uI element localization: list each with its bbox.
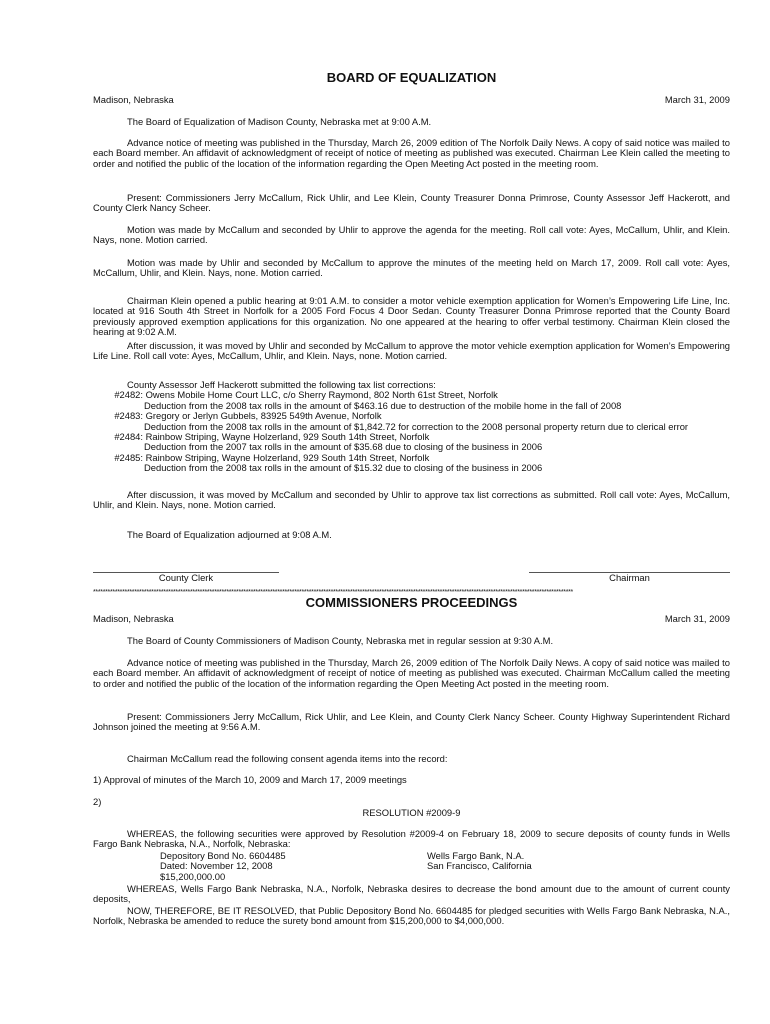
boe-header-row [93,95,730,105]
boe-paragraph-7: After discussion, it was moved by Uhlir and seconded by McCallum to approve the motor vehicle exemption application for Women’s Empowering Life Line. Roll call vote: Ayes, McCallum, Uhlir, and Klein. Nays, none. Motion carried. [93,340,730,362]
bond-number: Depository Bond No. 6604485 [160,850,286,861]
cp-header-row [93,614,730,624]
boe-paragraph-1: The Board of Equalization of Madison County, Nebraska met at 9:00 A.M. [127,116,432,127]
correction-detail: Deduction from the 2008 tax rolls in the amount of $1,842.72 for correction to the 2008 personal property return due to clerical error [144,420,689,432]
bond-bank: Wells Fargo Bank, N.A. [427,850,525,861]
county-clerk-signature-line: County Clerk [93,572,279,583]
boe-title: BOARD OF EQUALIZATION [326,70,497,85]
boe-paragraph-6: Chairman Klein opened a public hearing at 9:01 A.M. to consider a motor vehicle exemption application for Women’s Empowering Life Line, Inc. located at 916 South 4th Street in Norfolk for a 2005 Ford Focus 4 Door Sedan. County Treasurer Donna Primrose reported that the County Board previously approved exemption applications for this organization. No one appeared at the hearing to offer verbal testimony. Chairman Klein closed the hearing at 9:02 A.M. [93,295,730,338]
bond-bank-location: San Francisco, California [427,860,532,872]
correction-item [93,453,730,474]
cp-location: Madison, Nebraska [93,613,174,624]
correction-item [93,390,730,411]
correction-number: #2484: [114,431,143,443]
bond-date: Dated: November 12, 2008 [160,860,273,872]
correction-name: Owens Mobile Home Court LLC, c/o Sherry Raymond, 802 North 61st Street, Norfolk [145,389,498,401]
correction-detail: Deduction from the 2008 tax rolls in the amount of $15.32 due to closing of the business in 2006 [144,462,543,474]
correction-number: #2482: [114,389,143,401]
correction-detail: Deduction from the 2008 tax rolls in the amount of $463.16 due to destruction of the mobile home in the fall of 2008 [144,399,622,411]
whereas-1: WHEREAS, the following securities were approved by Resolution #2009-4 on February 18, 2009 to secure deposits of county funds in Wells Fargo Bank Nebraska, N.A., Norfolk, Nebraska: [93,828,730,850]
correction-detail: Deduction from the 2007 tax rolls in the amount of $35.68 due to closing of the business in 2006 [144,441,543,453]
cp-paragraph-4: Chairman McCallum read the following consent agenda items into the record: [127,753,448,764]
tax-corrections [93,380,730,474]
correction-number: #2485: [114,451,143,463]
correction-item [93,432,730,453]
correction-name: Rainbow Striping, Wayne Holzerland, 929 South 14th Street, Norfolk [145,451,430,463]
section-divider: ****************************************************************************************************************************************************************************************************** [93,589,573,596]
boe-paragraph-4: Motion was made by McCallum and seconded by Uhlir to approve the agenda for the meeting. Roll call vote: Ayes, McCallum, Uhlir, and Klein. Nays, none. Motion carried. [93,224,730,246]
cp-paragraph-3: Present: Commissioners Jerry McCallum, Rick Uhlir, and Lee Klein, and County Clerk Nancy Scheer. County Highway Superintendent Richard Johnson joined the meeting at 9:56 A.M. [93,711,730,733]
bond-amount: $15,200,000.00 [160,870,226,882]
consent-item-2: 2) [93,796,102,807]
boe-paragraph-3: Present: Commissioners Jerry McCallum, Rick Uhlir, and Lee Klein, County Treasurer Donna Primrose, County Assessor Jeff Hackerott, and County Clerk Nancy Scheer. [93,192,730,214]
consent-item-1: 1) Approval of minutes of the March 10, 2009 and March 17, 2009 meetings [93,774,407,785]
cp-title: COMMISSIONERS PROCEEDINGS [305,595,518,610]
boe-date: March 31, 2009 [664,94,730,105]
cp-date: March 31, 2009 [664,613,730,624]
resolved: NOW, THEREFORE, BE IT RESOLVED, that Public Depository Bond No. 6604485 for pledged securities with Wells Fargo Bank Nebraska, N.A., Norfolk, Nebraska be amended to reduce the surety bond amount from $15,200,000 to $4,000,000. [93,905,730,927]
correction-name: Gregory or Jerlyn Gubbels, 83925 549th Avenue, Norfolk [145,410,382,422]
chairman-signature-line: Chairman [529,572,730,583]
tax-corrections-intro: County Assessor Jeff Hackerott submitted the following tax list corrections: [127,379,436,390]
correction-name: Rainbow Striping, Wayne Holzerland, 929 South 14th Street, Norfolk [145,431,430,443]
boe-paragraph-2: Advance notice of meeting was published in the Thursday, March 26, 2009 edition of The Norfolk Daily News. A copy of said notice was mailed to each Board member. An affidavit of acknowledgment of receipt of notice of meeting as published was executed. Chairman Lee Klein called the meeting to order and notified the public of the location of the information regarding the Open Meeting Act posted in the meeting room. [93,137,730,169]
resolution-title: RESOLUTION #2009-9 [362,807,461,818]
correction-item [93,411,730,432]
bond-details [160,851,730,882]
cp-paragraph-2: Advance notice of meeting was published in the Thursday, March 26, 2009 edition of The Norfolk Daily News. A copy of said notice was mailed to each Board member. An affidavit of acknowledgment of receipt of notice of meeting as published was executed. Chairman McCallum called the meeting to order and notified the public of the location of the information regarding the Open Meeting Act posted in the meeting room. [93,657,730,689]
boe-paragraph-5: Motion was made by Uhlir and seconded by McCallum to approve the minutes of the meeting held on March 17, 2009. Roll call vote: Ayes, McCallum, Uhlir, and Klein. Nays, none. Motion carried. [93,257,730,279]
boe-location: Madison, Nebraska [93,94,174,105]
correction-number: #2483: [114,410,143,422]
whereas-2: WHEREAS, Wells Fargo Bank Nebraska, N.A., Norfolk, Nebraska desires to decrease the bond amount due to the amount of current county deposits, [93,883,730,905]
boe-paragraph-8: After discussion, it was moved by McCallum and seconded by Uhlir to approve tax list corrections as submitted. Roll call vote: Ayes, McCallum, Uhlir, and Klein. Nays, none. Motion carried. [93,489,730,511]
boe-adjourned: The Board of Equalization adjourned at 9:08 A.M. [127,529,332,540]
cp-paragraph-1: The Board of County Commissioners of Madison County, Nebraska met in regular session at 9:30 A.M. [127,635,554,646]
